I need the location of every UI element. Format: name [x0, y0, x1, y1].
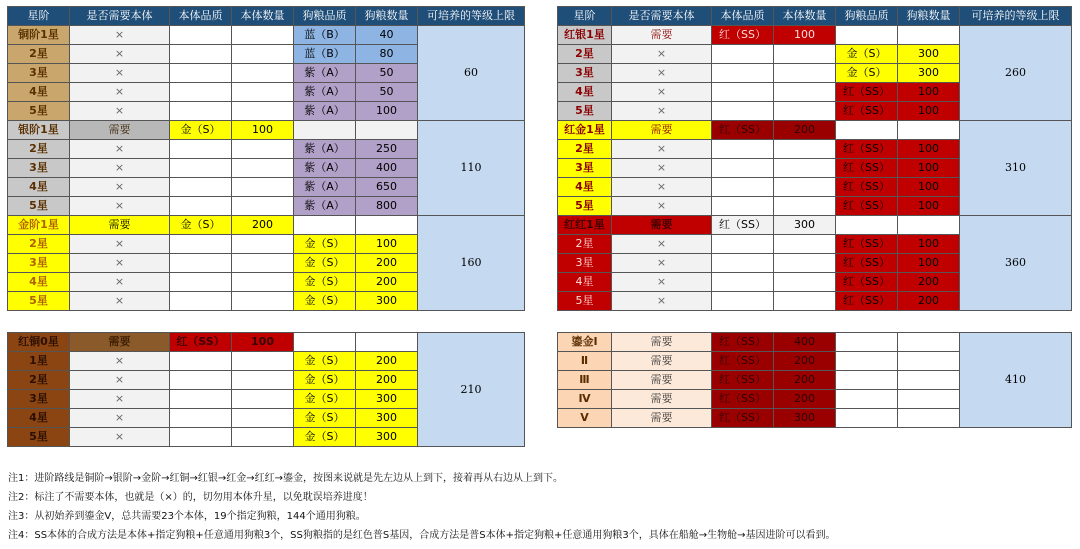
- body-count-cell: [232, 235, 294, 254]
- need-cell: ×: [612, 235, 712, 254]
- body-count-cell: 300: [774, 216, 836, 235]
- need-cell: 需要: [612, 371, 712, 390]
- body-count-cell: [774, 159, 836, 178]
- star-cell: 3星: [558, 64, 612, 83]
- star-cell: 4星: [8, 409, 70, 428]
- need-cell: ×: [70, 64, 170, 83]
- table-row: [8, 26, 525, 45]
- header-level-cap: 可培养的等级上限: [418, 7, 525, 26]
- fodder-count-cell: 300: [898, 64, 960, 83]
- fodder-count-cell: 100: [898, 159, 960, 178]
- level-cap-cell: 410: [960, 333, 1072, 428]
- star-cell: 3星: [8, 254, 70, 273]
- body-count-cell: [232, 83, 294, 102]
- star-cell: 金阶1星: [8, 216, 70, 235]
- header-level-cap: 可培养的等级上限: [960, 7, 1072, 26]
- fodder-quality-cell: 金（S）: [294, 292, 356, 311]
- need-cell: ×: [70, 292, 170, 311]
- header-fodder-count: 狗粮数量: [356, 7, 418, 26]
- fodder-quality-cell: 金（S）: [294, 352, 356, 371]
- fodder-quality-cell: 金（S）: [294, 409, 356, 428]
- star-cell: 3星: [8, 159, 70, 178]
- fodder-count-cell: [898, 121, 960, 140]
- body-count-cell: [232, 428, 294, 447]
- body-quality-cell: [170, 83, 232, 102]
- star-cell: 4星: [8, 178, 70, 197]
- body-quality-cell: [712, 254, 774, 273]
- fodder-count-cell: [356, 333, 418, 352]
- body-quality-cell: [170, 26, 232, 45]
- star-cell: 红红1星: [558, 216, 612, 235]
- level-cap-cell: 160: [418, 216, 525, 311]
- fodder-count-cell: 80: [356, 45, 418, 64]
- star-cell: 5星: [558, 102, 612, 121]
- body-count-cell: 100: [774, 26, 836, 45]
- body-quality-cell: 红（SS）: [712, 333, 774, 352]
- need-cell: ×: [70, 371, 170, 390]
- fodder-count-cell: 100: [898, 140, 960, 159]
- fodder-quality-cell: 金（S）: [294, 235, 356, 254]
- star-cell: 2星: [8, 140, 70, 159]
- header-star: 星阶: [8, 7, 70, 26]
- fodder-quality-cell: 蓝（B）: [294, 26, 356, 45]
- body-quality-cell: [170, 159, 232, 178]
- fodder-quality-cell: 蓝（B）: [294, 45, 356, 64]
- body-count-cell: 400: [774, 333, 836, 352]
- body-quality-cell: [170, 178, 232, 197]
- need-cell: ×: [70, 102, 170, 121]
- header-fodder-quality: 狗粮品质: [294, 7, 356, 26]
- fodder-quality-cell: 金（S）: [836, 45, 898, 64]
- star-cell: 5星: [8, 292, 70, 311]
- fodder-quality-cell: 金（S）: [294, 428, 356, 447]
- body-quality-cell: [170, 64, 232, 83]
- body-quality-cell: 金（S）: [170, 121, 232, 140]
- fodder-quality-cell: [836, 26, 898, 45]
- level-cap-cell: 360: [960, 216, 1072, 311]
- body-quality-cell: [712, 45, 774, 64]
- star-cell: 5星: [558, 197, 612, 216]
- fodder-count-cell: 100: [898, 235, 960, 254]
- star-cell: 3星: [558, 159, 612, 178]
- fodder-quality-cell: 红（SS）: [836, 140, 898, 159]
- body-quality-cell: [170, 102, 232, 121]
- body-count-cell: [232, 197, 294, 216]
- fodder-count-cell: 100: [898, 178, 960, 197]
- body-quality-cell: [170, 428, 232, 447]
- body-count-cell: [232, 26, 294, 45]
- table-row: [8, 121, 525, 140]
- need-cell: ×: [70, 390, 170, 409]
- star-cell: 2星: [8, 45, 70, 64]
- body-quality-cell: [712, 197, 774, 216]
- body-quality-cell: [170, 409, 232, 428]
- fodder-quality-cell: 紫（A）: [294, 197, 356, 216]
- need-cell: ×: [612, 197, 712, 216]
- need-cell: ×: [612, 292, 712, 311]
- table-row: [558, 121, 1072, 140]
- header-body-count: 本体数量: [232, 7, 294, 26]
- note-3: 注3：从初始养到鎏金Ⅴ，总共需要23个本体，19个指定狗粮，144个通用狗粮。: [8, 511, 366, 522]
- fodder-quality-cell: [836, 352, 898, 371]
- fodder-quality-cell: 红（SS）: [836, 83, 898, 102]
- body-quality-cell: 红（SS）: [712, 409, 774, 428]
- fodder-count-cell: 100: [898, 83, 960, 102]
- fodder-count-cell: 300: [356, 390, 418, 409]
- need-cell: ×: [70, 273, 170, 292]
- body-quality-cell: [170, 292, 232, 311]
- table-right-top: [557, 6, 1072, 311]
- need-cell: 需要: [612, 333, 712, 352]
- fodder-quality-cell: 紫（A）: [294, 178, 356, 197]
- body-count-cell: [232, 273, 294, 292]
- header-row: [8, 7, 525, 26]
- fodder-count-cell: [898, 352, 960, 371]
- need-cell: 需要: [70, 121, 170, 140]
- body-quality-cell: [170, 273, 232, 292]
- body-count-cell: [774, 45, 836, 64]
- star-cell: Ⅳ: [558, 390, 612, 409]
- fodder-count-cell: 650: [356, 178, 418, 197]
- header-fodder-quality: 狗粮品质: [836, 7, 898, 26]
- body-count-cell: [232, 102, 294, 121]
- need-cell: ×: [70, 235, 170, 254]
- body-quality-cell: [712, 292, 774, 311]
- body-quality-cell: [712, 83, 774, 102]
- body-count-cell: [774, 273, 836, 292]
- fodder-quality-cell: 红（SS）: [836, 292, 898, 311]
- body-count-cell: 100: [232, 121, 294, 140]
- level-cap-cell: 210: [418, 333, 525, 447]
- body-count-cell: [774, 292, 836, 311]
- star-cell: 2星: [558, 45, 612, 64]
- need-cell: ×: [612, 64, 712, 83]
- fodder-quality-cell: 紫（A）: [294, 102, 356, 121]
- body-quality-cell: 红（SS）: [712, 216, 774, 235]
- fodder-quality-cell: 红（SS）: [836, 178, 898, 197]
- fodder-count-cell: [356, 121, 418, 140]
- body-quality-cell: [170, 45, 232, 64]
- star-cell: 2星: [8, 371, 70, 390]
- fodder-count-cell: 100: [898, 254, 960, 273]
- fodder-count-cell: 50: [356, 64, 418, 83]
- fodder-quality-cell: 红（SS）: [836, 273, 898, 292]
- need-cell: 需要: [612, 409, 712, 428]
- fodder-quality-cell: 金（S）: [294, 254, 356, 273]
- need-cell: 需要: [612, 121, 712, 140]
- need-cell: ×: [70, 254, 170, 273]
- need-cell: ×: [70, 352, 170, 371]
- body-quality-cell: [712, 235, 774, 254]
- table-row: [8, 333, 525, 352]
- header-need-body: 是否需要本体: [70, 7, 170, 26]
- fodder-count-cell: 100: [356, 235, 418, 254]
- star-cell: Ⅱ: [558, 352, 612, 371]
- star-cell: Ⅲ: [558, 371, 612, 390]
- body-quality-cell: [170, 352, 232, 371]
- body-quality-cell: [170, 390, 232, 409]
- body-quality-cell: [170, 235, 232, 254]
- need-cell: 需要: [612, 216, 712, 235]
- body-quality-cell: 红（SS）: [712, 26, 774, 45]
- table-left-top: [7, 6, 525, 311]
- star-cell: 5星: [8, 102, 70, 121]
- body-count-cell: 200: [232, 216, 294, 235]
- fodder-count-cell: 200: [898, 273, 960, 292]
- level-cap-cell: 310: [960, 121, 1072, 216]
- body-quality-cell: 红（SS）: [712, 390, 774, 409]
- fodder-count-cell: 100: [898, 102, 960, 121]
- need-cell: ×: [70, 26, 170, 45]
- star-cell: Ⅴ: [558, 409, 612, 428]
- fodder-quality-cell: 紫（A）: [294, 83, 356, 102]
- table-gilded: [557, 332, 1072, 428]
- header-row: [558, 7, 1072, 26]
- fodder-count-cell: 200: [356, 273, 418, 292]
- fodder-quality-cell: 金（S）: [294, 390, 356, 409]
- need-cell: 需要: [70, 333, 170, 352]
- fodder-count-cell: 800: [356, 197, 418, 216]
- star-cell: 银阶1星: [8, 121, 70, 140]
- body-count-cell: [232, 159, 294, 178]
- body-quality-cell: 红（SS）: [170, 333, 232, 352]
- body-count-cell: 100: [232, 333, 294, 352]
- body-count-cell: [232, 64, 294, 83]
- star-cell: 2星: [558, 140, 612, 159]
- fodder-count-cell: [898, 409, 960, 428]
- star-cell: 红金1星: [558, 121, 612, 140]
- fodder-count-cell: [898, 216, 960, 235]
- star-cell: 3星: [558, 254, 612, 273]
- table-row: [8, 216, 525, 235]
- body-count-cell: [232, 140, 294, 159]
- body-quality-cell: [712, 140, 774, 159]
- fodder-count-cell: 200: [356, 352, 418, 371]
- fodder-count-cell: 250: [356, 140, 418, 159]
- fodder-quality-cell: [836, 121, 898, 140]
- need-cell: ×: [70, 159, 170, 178]
- fodder-count-cell: 50: [356, 83, 418, 102]
- fodder-quality-cell: 紫（A）: [294, 159, 356, 178]
- fodder-quality-cell: [294, 333, 356, 352]
- need-cell: 需要: [612, 26, 712, 45]
- fodder-quality-cell: 红（SS）: [836, 254, 898, 273]
- star-cell: 红铜0星: [8, 333, 70, 352]
- need-cell: ×: [612, 178, 712, 197]
- need-cell: ×: [612, 140, 712, 159]
- table-row: [558, 333, 1072, 352]
- body-count-cell: [774, 140, 836, 159]
- body-quality-cell: [712, 178, 774, 197]
- need-cell: ×: [70, 45, 170, 64]
- fodder-count-cell: 300: [356, 428, 418, 447]
- body-count-cell: [232, 178, 294, 197]
- body-count-cell: [774, 235, 836, 254]
- fodder-quality-cell: 红（SS）: [836, 159, 898, 178]
- need-cell: ×: [612, 159, 712, 178]
- body-count-cell: 200: [774, 121, 836, 140]
- need-cell: ×: [70, 197, 170, 216]
- star-cell: 4星: [558, 83, 612, 102]
- star-cell: 4星: [558, 273, 612, 292]
- body-count-cell: [232, 352, 294, 371]
- need-cell: 需要: [612, 352, 712, 371]
- body-count-cell: [774, 64, 836, 83]
- need-cell: ×: [612, 45, 712, 64]
- need-cell: ×: [70, 409, 170, 428]
- header-star: 星阶: [558, 7, 612, 26]
- notes-section: [8, 469, 1072, 545]
- table-row: [558, 216, 1072, 235]
- header-fodder-count: 狗粮数量: [898, 7, 960, 26]
- need-cell: ×: [70, 83, 170, 102]
- star-cell: 铜阶1星: [8, 26, 70, 45]
- star-cell: 鎏金Ⅰ: [558, 333, 612, 352]
- body-count-cell: [774, 254, 836, 273]
- star-cell: 5星: [8, 197, 70, 216]
- body-count-cell: [774, 102, 836, 121]
- body-quality-cell: [712, 273, 774, 292]
- body-count-cell: [774, 197, 836, 216]
- body-quality-cell: 红（SS）: [712, 352, 774, 371]
- header-need-body: 是否需要本体: [612, 7, 712, 26]
- star-cell: 5星: [558, 292, 612, 311]
- body-quality-cell: 红（SS）: [712, 371, 774, 390]
- fodder-quality-cell: [836, 371, 898, 390]
- body-count-cell: [774, 178, 836, 197]
- fodder-count-cell: 200: [898, 292, 960, 311]
- need-cell: ×: [70, 140, 170, 159]
- fodder-quality-cell: [836, 333, 898, 352]
- body-count-cell: 200: [774, 390, 836, 409]
- star-cell: 4星: [8, 273, 70, 292]
- body-quality-cell: [170, 197, 232, 216]
- star-cell: 1星: [8, 352, 70, 371]
- fodder-quality-cell: 紫（A）: [294, 64, 356, 83]
- table-row: [558, 26, 1072, 45]
- body-count-cell: [774, 83, 836, 102]
- fodder-quality-cell: 红（SS）: [836, 102, 898, 121]
- body-count-cell: [232, 254, 294, 273]
- fodder-quality-cell: [294, 121, 356, 140]
- header-body-quality: 本体品质: [712, 7, 774, 26]
- fodder-count-cell: [898, 333, 960, 352]
- need-cell: 需要: [70, 216, 170, 235]
- header-body-quality: 本体品质: [170, 7, 232, 26]
- fodder-quality-cell: 紫（A）: [294, 140, 356, 159]
- star-cell: 4星: [558, 178, 612, 197]
- body-count-cell: [232, 409, 294, 428]
- star-cell: 2星: [8, 235, 70, 254]
- body-count-cell: [232, 390, 294, 409]
- level-cap-cell: 60: [418, 26, 525, 121]
- fodder-count-cell: 300: [898, 45, 960, 64]
- fodder-count-cell: [898, 26, 960, 45]
- body-count-cell: [232, 45, 294, 64]
- fodder-count-cell: 200: [356, 254, 418, 273]
- body-count-cell: [232, 371, 294, 390]
- body-quality-cell: [170, 140, 232, 159]
- body-quality-cell: [712, 64, 774, 83]
- note-1: 注1：进阶路线是铜阶→银阶→金阶→红铜→红银→红金→红红→鎏金，按图来说就是先左边从上到下，接着再从右边从上到下。: [8, 473, 564, 484]
- need-cell: ×: [612, 273, 712, 292]
- need-cell: 需要: [612, 390, 712, 409]
- need-cell: ×: [612, 254, 712, 273]
- body-quality-cell: [170, 254, 232, 273]
- body-count-cell: 200: [774, 371, 836, 390]
- fodder-quality-cell: [836, 390, 898, 409]
- body-count-cell: 300: [774, 409, 836, 428]
- fodder-count-cell: [898, 371, 960, 390]
- need-cell: ×: [70, 428, 170, 447]
- star-cell: 2星: [558, 235, 612, 254]
- body-quality-cell: 红（SS）: [712, 121, 774, 140]
- note-4: 注4：SS本体的合成方法是本体+指定狗粮+任意通用狗粮3个，SS狗粮指的是红色普S基因，合成方法是普S本体+指定狗粮+任意通用狗粮3个，具体在船舱→生物舱→基因进阶可以看到。: [8, 530, 836, 541]
- fodder-quality-cell: [836, 216, 898, 235]
- fodder-count-cell: 200: [356, 371, 418, 390]
- fodder-quality-cell: 金（S）: [294, 371, 356, 390]
- note-2: 注2：标注了不需要本体，也就是（×）的，切勿用本体升星，以免耽误培养进度！: [8, 492, 373, 503]
- star-cell: 红银1星: [558, 26, 612, 45]
- fodder-count-cell: [356, 216, 418, 235]
- star-cell: 4星: [8, 83, 70, 102]
- level-cap-cell: 110: [418, 121, 525, 216]
- fodder-quality-cell: 金（S）: [294, 273, 356, 292]
- star-cell: 3星: [8, 64, 70, 83]
- fodder-count-cell: 300: [356, 409, 418, 428]
- fodder-count-cell: 100: [898, 197, 960, 216]
- fodder-count-cell: 400: [356, 159, 418, 178]
- fodder-quality-cell: 金（S）: [836, 64, 898, 83]
- fodder-quality-cell: 红（SS）: [836, 235, 898, 254]
- need-cell: ×: [612, 83, 712, 102]
- need-cell: ×: [612, 102, 712, 121]
- body-count-cell: 200: [774, 352, 836, 371]
- body-quality-cell: [712, 159, 774, 178]
- body-count-cell: [232, 292, 294, 311]
- header-body-count: 本体数量: [774, 7, 836, 26]
- level-cap-cell: 260: [960, 26, 1072, 121]
- table-red-bronze: [7, 332, 525, 447]
- fodder-count-cell: 300: [356, 292, 418, 311]
- star-cell: 3星: [8, 390, 70, 409]
- fodder-count-cell: [898, 390, 960, 409]
- fodder-count-cell: 100: [356, 102, 418, 121]
- fodder-quality-cell: [836, 409, 898, 428]
- need-cell: ×: [70, 178, 170, 197]
- body-quality-cell: 金（S）: [170, 216, 232, 235]
- fodder-count-cell: 40: [356, 26, 418, 45]
- body-quality-cell: [170, 371, 232, 390]
- fodder-quality-cell: 红（SS）: [836, 197, 898, 216]
- fodder-quality-cell: [294, 216, 356, 235]
- star-cell: 5星: [8, 428, 70, 447]
- body-quality-cell: [712, 102, 774, 121]
